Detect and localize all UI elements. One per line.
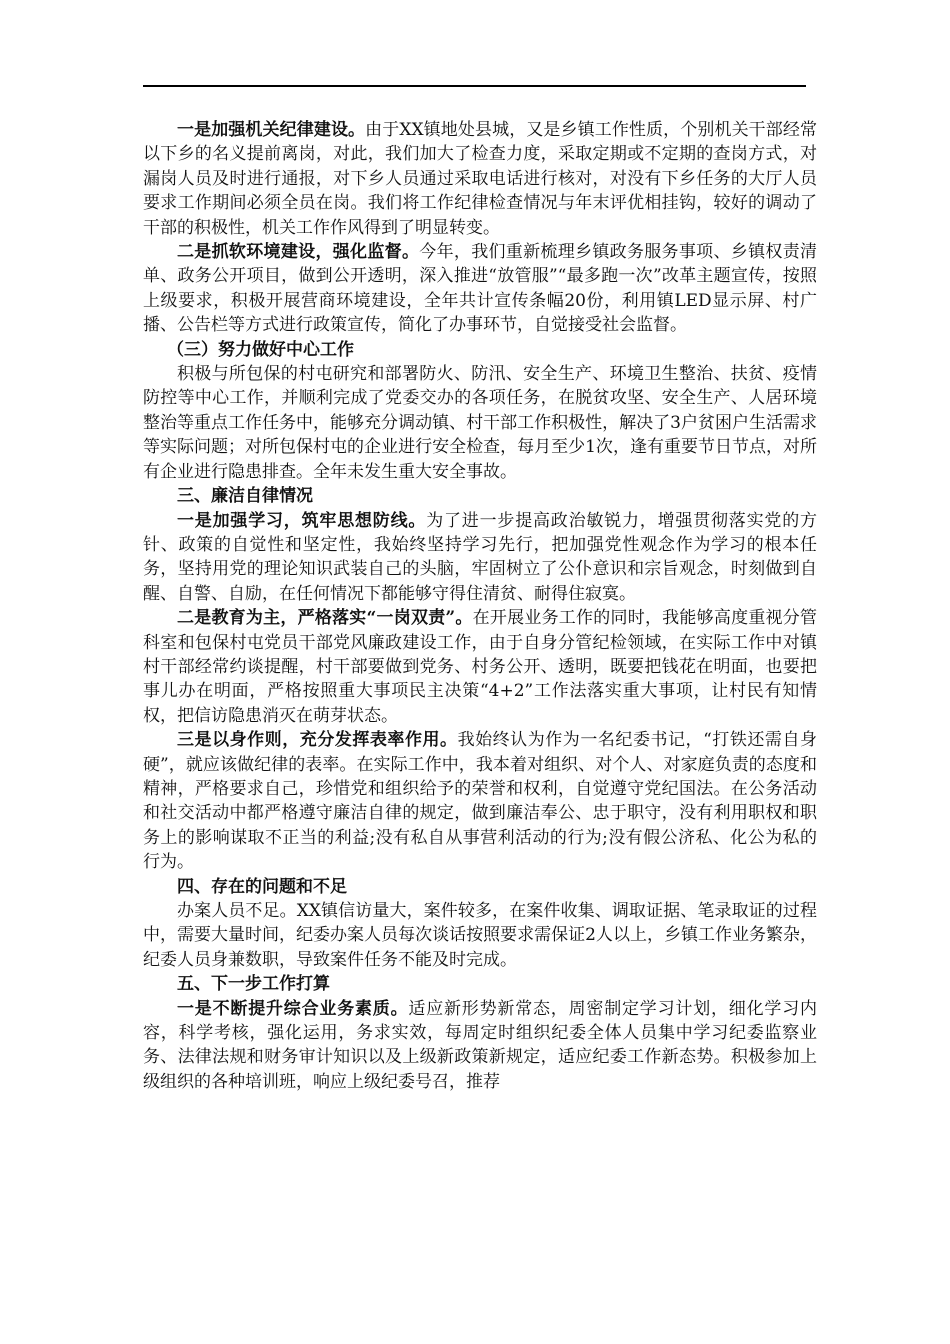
paragraph-text: 由于XX镇地处县城，又是乡镇工作性质，个别机关干部经常以下乡的名义提前离岗，对此，我们加大了检查力度，采取定期或不定期的查岗方式，对漏岗人员及时进行通报，对下乡人员通过采取电话进行核对，对没有下乡任务的大厅人员要求工作期间必须全员在岗。我们将工作纪律检查情况与年末评优相挂钩，较好的调动了干部的积极性，机关工作作风得到了明显转变。: [143, 120, 817, 238]
paragraph-improve-quality: [143, 997, 817, 1095]
document-body: [143, 118, 817, 1094]
paragraph-center-work: 积极与所包保的村屯研究和部署防火、防汛、安全生产、环境卫生整治、扶贫、疫情防控等中心工作，并顺利完成了党委交办的各项任务，在脱贫攻坚、安全生产、人居环境整治等重点工作任务中，能够充分调动镇、村干部工作积极性，解决了3户贫困户生活需求等实际问题；对所包保村屯的企业进行安全检查，每月至少1次，逢有重要节日节点，对所有企业进行隐患排查。全年未发生重大安全事故。: [143, 364, 817, 482]
paragraph-text: 为了进一步提高政治敏锐力，增强贯彻落实党的方针、政策的自觉性和坚定性，我始终坚持学习先行，把加强党性观念作为学习的根本任务，坚持用党的理论知识武装自己的头脑，牢固树立了公仆意识和宗旨观念，时刻做到自醒、自警、自励，在任何情况下都能够守得住清贫、耐得住寂寞。: [143, 510, 818, 604]
paragraph-lead: 一是不断提升综合业务素质。: [177, 998, 409, 1019]
header-rule: [143, 85, 806, 87]
paragraph-text: 今年，我们重新梳理乡镇政务服务事项、乡镇权责清单、政务公开项目，做到公开透明，深入推进“放管服”“最多跑一次”改革主题宣传，按照上级要求，积极开展营商环境建设，全年共计宣传条幅20份，利用镇LED显示屏、村广播、公告栏等方式进行政策宣传，简化了办事环节，自觉接受社会监督。: [143, 242, 818, 336]
paragraph-lead: 一是加强机关纪律建设。: [177, 120, 366, 140]
paragraph-problems: 办案人员不足。XX镇信访量大，案件较多，在案件收集、调取证据、笔录取证的过程中，需要大量时间，纪委办案人员每次谈话按照要求需保证2人以上，乡镇工作业务繁杂，纪委人员身兼数职，导致案件任务不能及时完成。: [143, 901, 817, 970]
paragraph-education: [143, 606, 817, 728]
paragraph-text: 我始终认为作为一名纪委书记，“打铁还需自身硬”，就应该做纪律的表率。在实际工作中，我本着对组织、对个人、对家庭负责的态度和精神，严格要求自己，珍惜党和组织给予的荣誉和权利，自觉遵守党纪国法。在公务活动和社交活动中都严格遵守廉洁自律的规定，做到廉洁奉公、忠于职守，没有利用职权和职务上的影响谋取不正当的利益;没有私自从事营利活动的行为;没有假公济私、化公为私的行为。: [143, 730, 817, 873]
paragraph-example: [143, 728, 817, 874]
heading-integrity: 三、廉洁自律情况: [177, 486, 313, 507]
paragraph-lead: 三是以身作则，充分发挥表率作用。: [177, 730, 458, 751]
paragraph-text: 适应新形势新常态，周密制定学习计划，细化学习内容，科学考核，强化运用，务求实效，每周定时组织纪委全体人员集中学习纪委监察业务、法律法规和财务审计知识以及上级新政策新规定，适应纪委工作新态势。积极参加上级组织的各种培训班，响应上级纪委号召，推荐: [143, 998, 818, 1092]
paragraph-environment: [143, 240, 817, 338]
paragraph-discipline: [143, 118, 817, 240]
paragraph-lead: 二是抓软环境建设，强化监督。: [177, 242, 420, 263]
paragraph-lead: 一是加强学习，筑牢思想防线。: [177, 510, 427, 531]
heading-next-steps: 五、下一步工作打算: [177, 974, 330, 995]
paragraph-text: 在开展业务工作的同时，我能够高度重视分管科室和包保村屯党员干部党风廉政建设工作，由于自身分管纪检领域，在实际工作中对镇村干部经常约谈提醒，村干部要做到党务、村务公开、透明，既要把钱花在明面，也要把事儿办在明面，严格按照重大事项民主决策“4+2”工作法落实重大事项，让村民有知情权，把信访隐患消灭在萌芽状态。: [143, 608, 818, 726]
heading-center-work: （三）努力做好中心工作: [167, 339, 354, 360]
paragraph-lead: 二是教育为主，严格落实“一岗双责”。: [177, 608, 473, 629]
heading-problems: 四、存在的问题和不足: [177, 876, 347, 897]
paragraph-study: [143, 509, 817, 607]
